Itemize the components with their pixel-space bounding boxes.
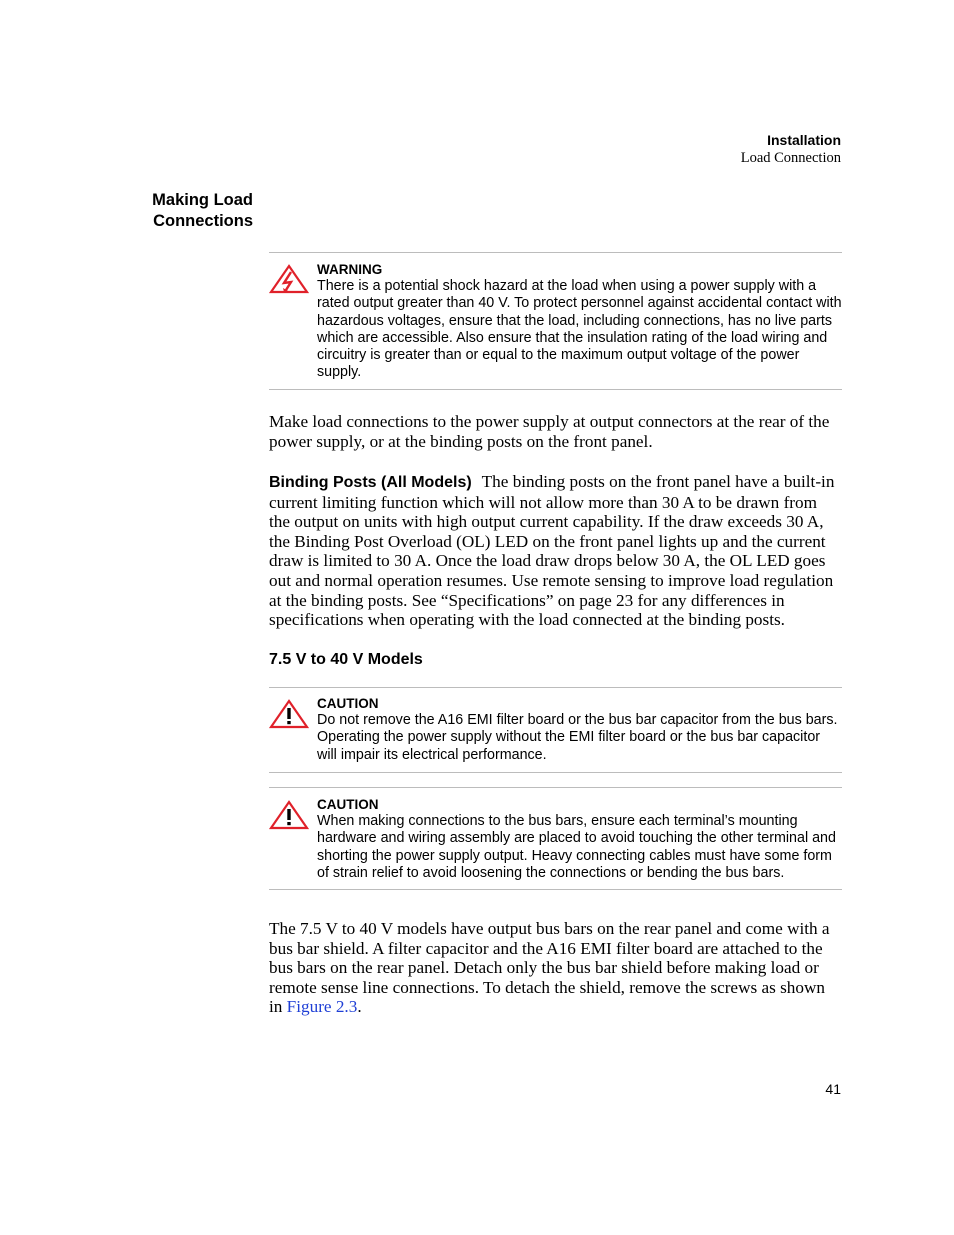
- header-section-title: Installation: [767, 132, 841, 148]
- caution-icon: [269, 800, 309, 830]
- final-paragraph-text: The 7.5 V to 40 V models have output bus bars on the rear panel and come with a bus bar shield. A filter capacitor and the A16 EMI filter board are attached to the bus bars on the rear panel. Detach only the bus bar shield before making load or remote sense line connections. To detach the shield, remove the screws as shown in: [269, 919, 830, 1017]
- binding-posts-text: The binding posts on the front panel have a built-in current limiting function which will not allow more than 30 A to be drawn from the output on units with high output current capability. If the draw exceeds 30 A, the Binding Post Overload (OL) LED on the front panel lights up and the current draw is limited to 30 A. Once the load draw drops below 30 A, the OL LED goes out and normal operation resumes. Use remote sensing to improve load regulation at the binding posts. See “Specifications” on page 23 for any differences in specifications when operating with the load connected at the binding posts.: [269, 472, 835, 630]
- final-paragraph-block: [269, 919, 842, 1017]
- caution-2-title: CAUTION: [317, 797, 379, 812]
- caution-2-body: When making connections to the bus bars, ensure each terminal’s mounting hardware and wiring assembly are placed to avoid touching the other terminal and shorting the power supply output. Heavy connecting cables must have some form of strain relief to avoid loosening the connections or bending the bus bars.: [317, 813, 836, 881]
- intro-paragraph: Make load connections to the power supply at output connectors at the rear of the power supply, or at the binding posts on the front panel.: [269, 412, 830, 451]
- section-heading: [120, 190, 253, 232]
- caution-icon: [269, 699, 309, 729]
- running-header: [741, 131, 841, 167]
- section-heading-line1: Making Load: [152, 191, 253, 209]
- figure-2-3-link[interactable]: Figure 2.3: [286, 997, 358, 1017]
- intro-paragraph-block: [269, 412, 842, 451]
- warning-title: WARNING: [317, 262, 383, 277]
- header-subsection-title: Load Connection: [740, 150, 841, 166]
- final-paragraph: [269, 919, 842, 1017]
- caution-2-text-block: [317, 796, 842, 882]
- binding-posts-heading: Binding Posts (All Models): [269, 474, 472, 491]
- final-paragraph-end: .: [357, 997, 362, 1017]
- warning-text-block: [317, 261, 842, 381]
- section-heading-line2: Connections: [153, 212, 253, 230]
- page-number: 41: [825, 1081, 841, 1097]
- warning-body: There is a potential shock hazard at the load when using a power supply with a rated output greater than 40 V. To protect personnel against accidental contact with hazardous voltages, ensure that the load, including connections, has no live parts which are accessible. Also ensure that the insulation rating of the load wiring and circuitry is greater than or equal to the maximum output voltage of the power supply.: [317, 278, 842, 381]
- caution-callout-2: [269, 787, 842, 890]
- binding-posts-block: [269, 472, 842, 630]
- caution-1-text-block: [317, 695, 842, 764]
- caution-1-title: CAUTION: [317, 696, 379, 711]
- binding-posts-paragraph: [269, 472, 842, 630]
- shock-hazard-icon: [269, 264, 309, 294]
- caution-callout-1: [269, 687, 842, 773]
- warning-callout: [269, 252, 842, 390]
- models-heading-block: [269, 650, 842, 670]
- caution-1-body: Do not remove the A16 EMI filter board or the bus bar capacitor from the bus bars. Operating the power supply without the EMI filter board or the bus bar capacitor will impair its electrical performance.: [317, 712, 838, 763]
- models-heading: 7.5 V to 40 V Models: [269, 651, 423, 668]
